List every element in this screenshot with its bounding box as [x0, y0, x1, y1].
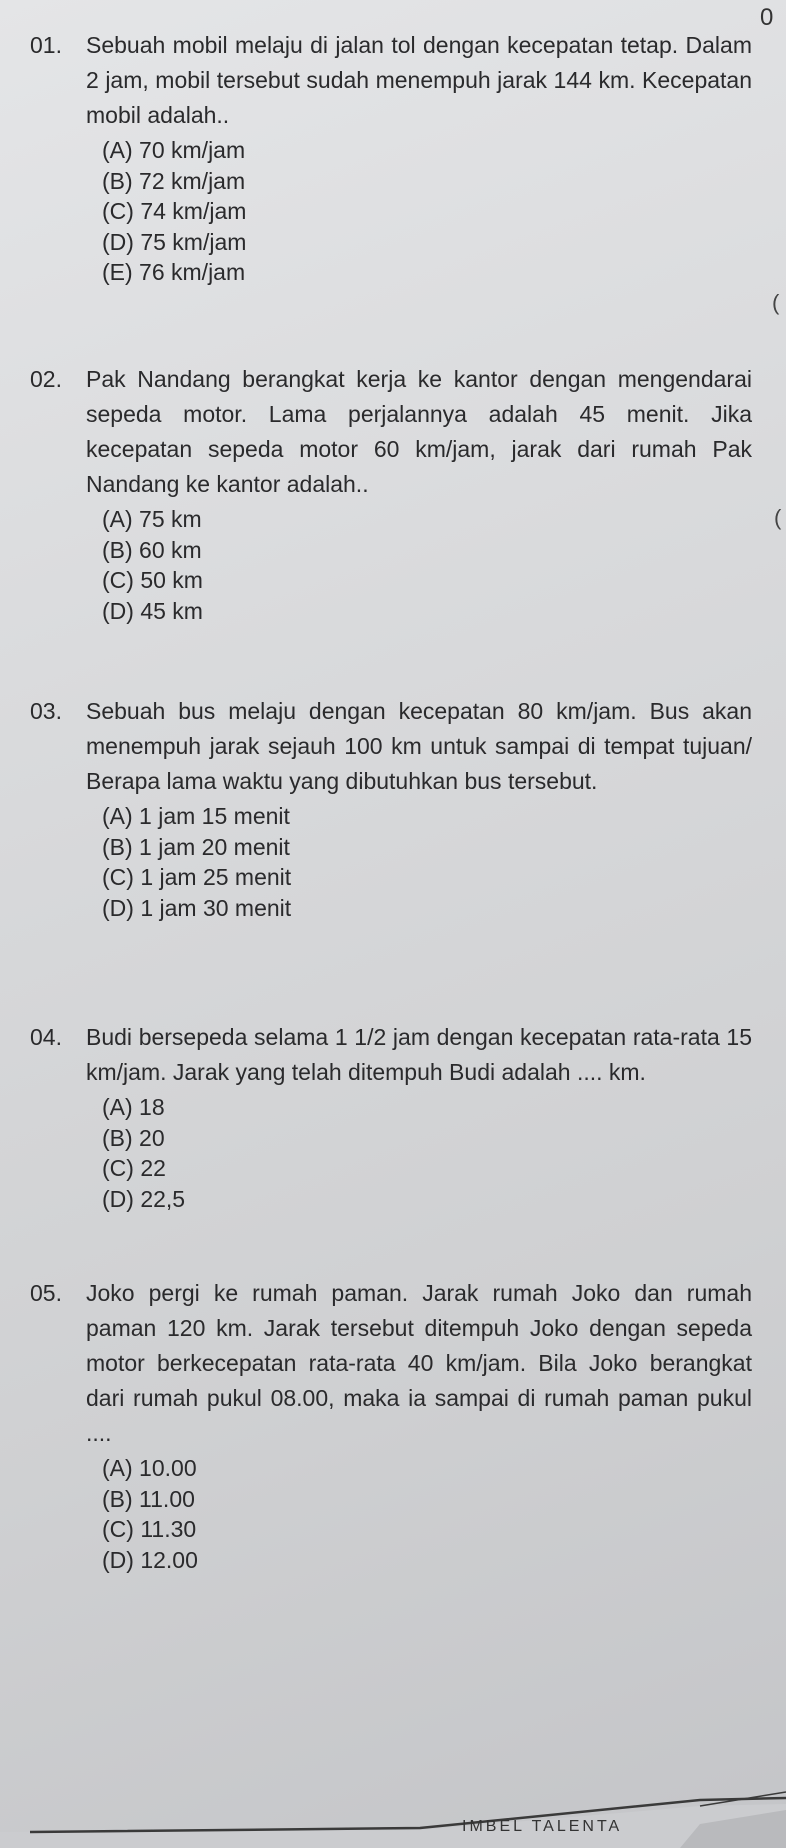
option-a[interactable]: (A) 70 km/jam	[102, 137, 246, 163]
option-b[interactable]: (B) 20	[102, 1124, 165, 1151]
option-c[interactable]: (C) 11.30	[102, 1516, 197, 1542]
question-number: 04.	[30, 1024, 62, 1050]
question-1	[30, 28, 752, 288]
option-d[interactable]: (D) 12.00	[102, 1546, 198, 1573]
option-a[interactable]: (A) 18	[102, 1094, 165, 1120]
option-c[interactable]: (C) 74 km/jam	[102, 198, 247, 224]
edge-mark-1: (	[772, 290, 780, 315]
question-number: 03.	[30, 698, 62, 724]
option-d[interactable]: (D) 22,5	[102, 1185, 186, 1212]
answer-options	[102, 504, 752, 626]
option-a[interactable]: (A) 1 jam 15 menit	[102, 803, 290, 829]
question-text: Budi bersepeda selama 1 1/2 jam dengan kecepatan rata-rata 15 km/jam. Jarak yang telah ditempuh Budi adalah .... km.	[86, 1024, 752, 1085]
option-b[interactable]: (B) 11.00	[102, 1485, 195, 1512]
question-4	[30, 1020, 752, 1214]
question-number: 02.	[30, 366, 62, 392]
answer-options	[102, 1092, 752, 1214]
footer-decoration	[0, 1770, 786, 1848]
question-number: 01.	[30, 32, 62, 58]
question-5	[30, 1276, 752, 1575]
question-text: Sebuah mobil melaju di jalan tol dengan kecepatan tetap. Dalam 2 jam, mobil tersebut sudah menempuh jarak 144 km. Kecepatan mobil adalah..	[86, 32, 752, 128]
question-text: Pak Nandang berangkat kerja ke kantor dengan mengendarai sepeda motor. Lama perjalannya adalah 45 menit. Jika kecepatan sepeda motor 60 km/jam, jarak dari rumah Pak Nandang ke kantor adalah..	[86, 366, 752, 497]
option-d[interactable]: (D) 75 km/jam	[102, 228, 247, 255]
page-corner-mark: 0	[760, 4, 774, 31]
option-d[interactable]: (D) 45 km	[102, 597, 203, 624]
question-text: Sebuah bus melaju dengan kecepatan 80 km/jam. Bus akan menempuh jarak sejauh 100 km untuk sampai di tempat tujuan/ Berapa lama waktu yang dibutuhkan bus tersebut.	[86, 698, 752, 794]
edge-mark-2: (	[774, 505, 782, 530]
question-text: Joko pergi ke rumah paman. Jarak rumah Joko dan rumah paman 120 km. Jarak tersebut ditempuh Joko dengan sepeda motor berkecepatan rata-rata 40 km/jam. Bila Joko berangkat dari rumah pukul 08.00, maka ia sampai di rumah paman pukul ....	[86, 1280, 752, 1446]
option-e[interactable]: (E) 76 km/jam	[102, 259, 246, 285]
option-d[interactable]: (D) 1 jam 30 menit	[102, 894, 292, 921]
option-a[interactable]: (A) 75 km	[102, 506, 202, 532]
option-a[interactable]: (A) 10.00	[102, 1455, 197, 1481]
question-2	[30, 362, 752, 626]
option-b[interactable]: (B) 60 km	[102, 536, 202, 563]
answer-options	[102, 801, 752, 923]
footer-logo-text: IMBEL TALENTA	[462, 1818, 623, 1835]
option-c[interactable]: (C) 50 km	[102, 567, 203, 593]
question-number: 05.	[30, 1280, 62, 1306]
option-b[interactable]: (B) 1 jam 20 menit	[102, 833, 290, 860]
question-3	[30, 694, 752, 923]
option-b[interactable]: (B) 72 km/jam	[102, 167, 246, 194]
answer-options	[102, 1453, 752, 1575]
answer-options	[102, 135, 752, 288]
option-c[interactable]: (C) 22	[102, 1155, 166, 1181]
option-c[interactable]: (C) 1 jam 25 menit	[102, 864, 292, 890]
